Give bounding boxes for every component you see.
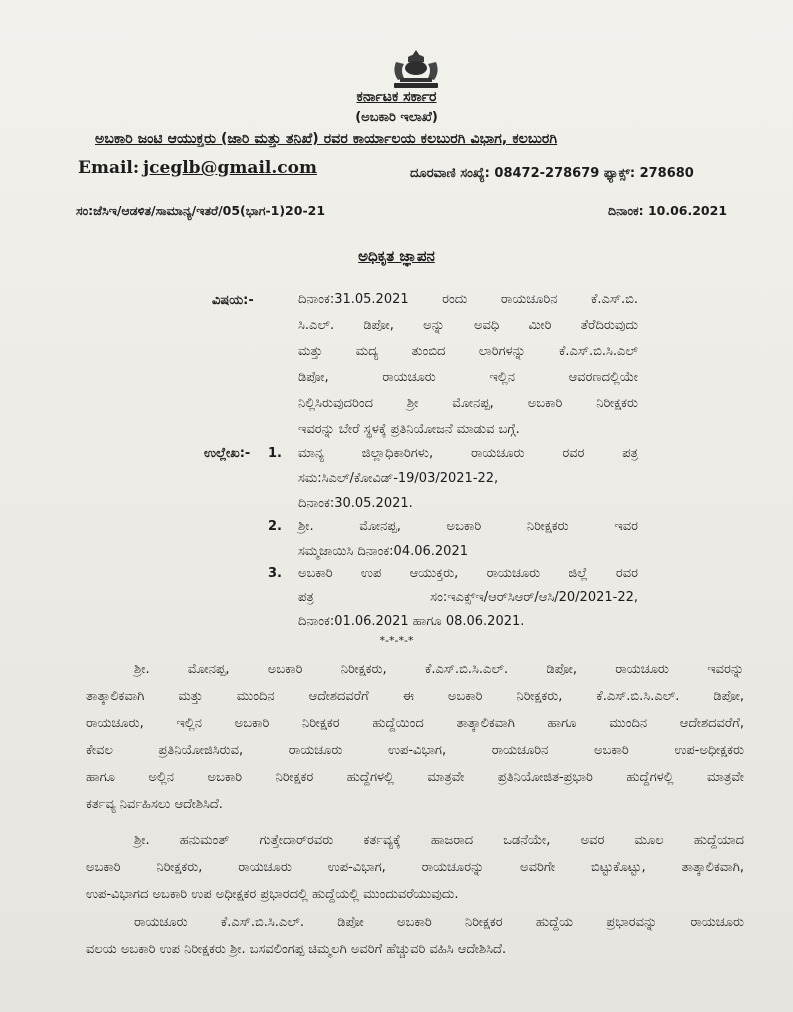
- paragraph-line: ಹಾಗೂ ಅಲ್ಲಿನ ಅಬಕಾರಿ ನಿರೀಕ್ಷಕರ ಹುದ್ದೆಗಳಲ್ಲಿ ಮಾತ್ರವೇ ಪ್ರತಿನಿಯೋಜಿತ-ಪ್ರಭಾರಿ ಹುದ್ದೆಗಳಲ್ಲಿ ಮಾತ್ರವೇ: [86, 770, 744, 785]
- reference-line: ದಿನಾಂಕ:30.05.2021.: [298, 496, 413, 511]
- reference-line: ಸಮ್ಮಜಾಯಿಸಿ ದಿನಾಂಕ:04.06.2021: [298, 544, 468, 559]
- email-address: jceglb@gmail.com: [143, 158, 317, 178]
- paragraph-line: ಶ್ರೀ. ಹನುಮಂತ್ ಗುತ್ತೇದಾರ್‌ರವರು ಕರ್ತವ್ಯಕ್ಕೆ ಹಾಜರಾದ ಒಡನೆಯೇ, ಅವರ ಮೂಲ ಹುದ್ದೆಯಾದ: [134, 833, 744, 848]
- paragraph-line: ತಾತ್ಕಾಲಿಕವಾಗಿ ಮತ್ತು ಮುಂದಿನ ಆದೇಶದವರೆಗೆ ಈ ಅಬಕಾರಿ ನಿರೀಕ್ಷಕರು, ಕೆ.ಎಸ್.ಬಿ.ಸಿ.ಎಲ್. ಡಿಪೋ,: [86, 689, 744, 704]
- reference-line: ಪತ್ರ ಸಂ:ಇಎಕ್ಸ್ಇ/ಆರ್‌ಸಿಆರ್/ಆಸಿ/20/2021-22,: [298, 590, 638, 605]
- phone-fax: ದೂರವಾಣಿ ಸಂಖ್ಯೆ: 08472-278679 ಫ್ಯಾಕ್ಸ್: 278680: [410, 166, 694, 181]
- subject-line: ದಿನಾಂಕ:31.05.2021 ರಂದು ರಾಯಚೂರಿನ ಕೆ.ಎಸ್.ಬಿ.: [298, 292, 638, 307]
- office-name: ಅಬಕಾರಿ ಜಂಟಿ ಆಯುಕ್ತರು (ಜಾರಿ ಮತ್ತು ತನಿಖೆ) ರವರ ಕಾರ್ಯಾಲಯ ಕಲಬುರಗಿ ವಿಭಾಗ, ಕಲಬುರಗಿ: [95, 131, 558, 147]
- paragraph-line: ಅಬಕಾರಿ ನಿರೀಕ್ಷಕರು, ರಾಯಚೂರು ಉಪ-ವಿಭಾಗ, ರಾಯಚೂರನ್ನು ಅವರಿಗೇ ಬಿಟ್ಟುಕೊಟ್ಟು, ತಾತ್ಕಾಲಿಕವಾಗಿ,: [86, 860, 744, 875]
- references-label: ಉಲ್ಲೇಖ:-: [204, 446, 251, 461]
- email-label: Email:: [78, 158, 140, 178]
- reference-line: ಸಮ:ಸಿಎಲ್/ಕೋವಿಡ್-19/03/2021-22,: [298, 471, 499, 486]
- paragraph-line: ರಾಯಚೂರು, ಇಲ್ಲಿನ ಅಬಕಾರಿ ನಿರೀಕ್ಷಕರ ಹುದ್ದೆಯಿಂದ ತಾತ್ಕಾಲಿಕವಾಗಿ ಹಾಗೂ ಮುಂದಿನ ಆದೇಶದವರೆಗೆ,: [86, 716, 744, 731]
- reference-line: ಅಬಕಾರಿ ಉಪ ಆಯುಕ್ತರು, ರಾಯಚೂರು ಜಿಲ್ಲೆ ರವರ: [298, 566, 638, 581]
- paragraph-line: ಶ್ರೀ. ಮೋನಪ್ಪ, ಅಬಕಾರಿ ನಿರೀಕ್ಷಕರು, ಕೆ.ಎಸ್.ಬಿ.ಸಿ.ಎಲ್. ಡಿಪೋ, ರಾಯಚೂರು ಇವರನ್ನು: [134, 662, 744, 677]
- government-title: ಕರ್ನಾಟಕ ಸರ್ಕಾರ: [356, 89, 437, 105]
- reference-number-1: 1.: [268, 446, 282, 461]
- reference-number: ಸಂ:ಜೆಸಿಇ/ಆಡಳಿತ/ಸಾಮಾನ್ಯ/ಇತರೆ/05(ಭಾಗ-1)20-21: [76, 203, 326, 218]
- reference-number-3: 3.: [268, 566, 282, 581]
- reference-line: ದಿನಾಂಕ:01.06.2021 ಹಾಗೂ 08.06.2021.: [298, 614, 525, 629]
- subject-line: ಸಿ.ಎಲ್. ಡಿಪೋ, ಅನ್ನು ಅವಧಿ ಮೀರಿ ತೆರೆದಿರುವುದು: [298, 318, 638, 333]
- separator: *-*-*-*: [379, 634, 414, 647]
- reference-line: ಮಾನ್ಯ ಜಿಲ್ಲಾಧಿಕಾರಿಗಳು, ರಾಯಚೂರು ರವರ ಪತ್ರ: [298, 446, 638, 461]
- subject-label: ವಿಷಯ:-: [212, 293, 254, 308]
- subject-line: ನಿಲ್ಲಿಸಿರುವುದರಿಂದ ಶ್ರೀ ಮೋನಪ್ಪ, ಅಬಕಾರಿ ನಿರೀಕ್ಷಕರು: [298, 396, 638, 411]
- paragraph-line: ರಾಯಚೂರು ಕೆ.ಎಸ್.ಬಿ.ಸಿ.ಎಲ್. ಡಿಪೋ ಅಬಕಾರಿ ನಿರೀಕ್ಷಕರ ಹುದ್ದೆಯ ಪ್ರಭಾರವನ್ನು ರಾಯಚೂರು: [134, 915, 744, 930]
- state-emblem-icon: [386, 48, 446, 90]
- document-date: ದಿನಾಂಕ: 10.06.2021: [608, 203, 728, 218]
- reference-number-2: 2.: [268, 519, 282, 534]
- subject-line: ಡಿಪೋ, ರಾಯಚೂರು ಇಲ್ಲಿನ ಆವರಣದಲ್ಲಿಯೇ: [298, 370, 638, 385]
- subject-line: ಇವರನ್ನು ಬೇರೆ ಸ್ಥಳಕ್ಕೆ ಪ್ರತಿನಿಯೋಜನೆ ಮಾಡುವ ಬಗ್ಗೆ.: [298, 422, 520, 437]
- paragraph-line: ಕರ್ತವ್ಯ ನಿರ್ವಹಿಸಲು ಆದೇಶಿಸಿದೆ.: [86, 797, 223, 812]
- department-name: (ಅಬಕಾರಿ ಇಲಾಖೆ): [355, 110, 438, 125]
- paragraph-line: ಉಪ-ವಿಭಾಗದ ಅಬಕಾರಿ ಉಪ ಅಧೀಕ್ಷಕರ ಪ್ರಭಾರದಲ್ಲಿ ಹುದ್ದೆಯಲ್ಲಿ ಮುಂದುವರೆಯುವುದು.: [86, 887, 459, 902]
- memo-title: ಅಧಿಕೃತ ಜ್ಞಾಪನ: [358, 247, 435, 265]
- subject-line: ಮತ್ತು ಮದ್ಯ ತುಂಬಿದ ಲಾರಿಗಳನ್ನು ಕೆ.ಎಸ್.ಬಿ.ಸಿ.ಎಲ್: [298, 344, 638, 359]
- reference-line: ಶ್ರೀ. ಮೋನಪ್ಪ, ಅಬಕಾರಿ ನಿರೀಕ್ಷಕರು ಇವರ: [298, 519, 638, 534]
- paragraph-line: ಕೇವಲ ಪ್ರತಿನಿಯೋಜಿಸಿರುವ, ರಾಯಚೂರು ಉಪ-ವಿಭಾಗ, ರಾಯಚೂರಿನ ಅಬಕಾರಿ ಉಪ-ಅಧೀಕ್ಷಕರು: [86, 743, 744, 758]
- paragraph-line: ವಲಯ ಅಬಕಾರಿ ಉಪ ನಿರೀಕ್ಷಕರು ಶ್ರೀ. ಬಸವಲಿಂಗಪ್ಪ ಚಿಮ್ಮಲಗಿ ಅವರಿಗೆ ಹೆಚ್ಚುವರಿ ವಹಿಸಿ ಆದೇಶಿಸಿದೆ.: [86, 942, 507, 957]
